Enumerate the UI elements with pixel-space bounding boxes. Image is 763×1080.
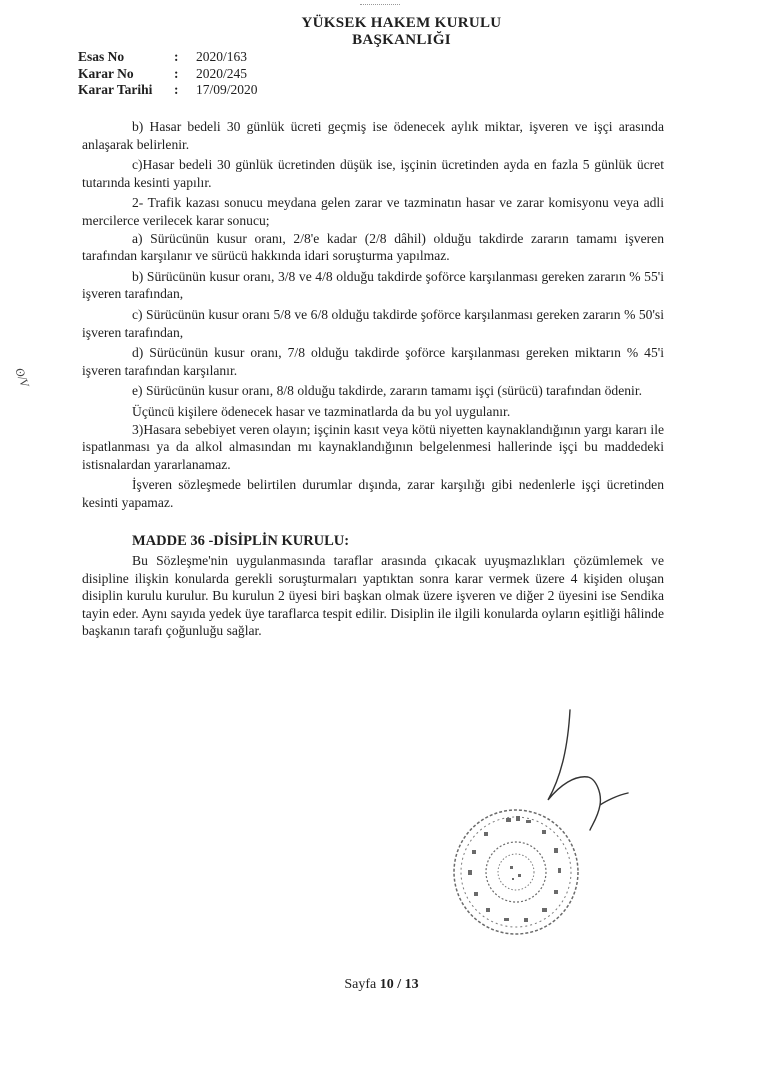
page-number	[0, 977, 763, 993]
page-current: 10	[379, 977, 394, 992]
paragraph: b) Sürücünün kusur oranı, 3/8 ve 4/8 olduğu takdirde şoförce karşılanması gereken zararın % 55'i işveren tarafından,	[82, 268, 664, 302]
meta-colon: :	[174, 65, 179, 81]
meta-value: 2020/163	[196, 49, 248, 64]
paragraph: a) Sürücünün kusur oranı, 2/8'e kadar (2/8 dâhil) olduğu takdirde zararın tamamı işveren tarafından karşılanır ve sürücü hakkında idari soruşturma yapılmaz.	[82, 230, 664, 264]
paragraph: İşveren sözleşmede belirtilen durumlar dışında, zarar karşılığı gibi nedenlerle işçi ücretinden kesinti yapamaz.	[82, 477, 664, 510]
page-label: Sayfa	[344, 977, 377, 992]
meta-label: Karar Tarihi	[78, 82, 153, 97]
meta-label: Esas No	[78, 49, 125, 64]
scan-mark	[360, 4, 400, 9]
article-heading: MADDE 36 -DİSİPLİN KURULU:	[132, 533, 350, 550]
paragraph: 3)Hasara sebebiyet veren olayın; işçinin kasıt veya kötü niyetten kaynaklandığının yargı kararı ile ispatlanması ya da alkol almasından mı kaynaklandığının belgelenmesi hallerinde işçi bu maddedeki istisnalardan yararlanamaz.	[82, 421, 665, 472]
paragraph: d) Sürücünün kusur oranı, 7/8 olduğu takdirde şoförce karşılanması gereken miktarın % 45'i işveren tarafından karşılanır.	[82, 345, 664, 378]
page-separator: /	[397, 977, 402, 992]
page-total: 13	[404, 977, 419, 992]
meta-label: Karar No	[78, 65, 134, 81]
case-meta	[78, 49, 258, 99]
meta-colon: :	[174, 82, 179, 97]
header-title: YÜKSEK HAKEM KURULU	[301, 15, 502, 31]
meta-value: 2020/245	[196, 65, 248, 81]
paragraph: 2- Trafik kazası sonucu meydana gelen zarar ve tazminatın hasar ve zarar komisyonu veya adli mercilerce verilecek karar sonucu;	[82, 195, 664, 228]
paragraph: b) Hasar bedeli 30 günlük ücreti geçmiş ise ödenecek aylık miktar, işveren ve işçi arasında anlaşarak belirlenir.	[82, 119, 664, 152]
margin-initials: ʘ/V	[12, 365, 33, 389]
meta-row-esas	[78, 49, 258, 66]
paragraph: Üçüncü kişilere ödenecek hasar ve tazminatlarda da bu yol uygulanır.	[132, 403, 511, 419]
article-body	[82, 118, 664, 640]
paragraph: c) Sürücünün kusur oranı 5/8 ve 6/8 olduğu takdirde şoförce karşılanması gereken zararın % 50'si işveren tarafından,	[82, 306, 664, 340]
header-subtitle: BAŞKANLIĞI	[352, 32, 451, 48]
meta-row-karar	[78, 66, 258, 83]
article-paragraph: Bu Sözleşme'nin uygulanmasında taraflar arasında çıkacak uyuşmazlıkları çözümlemek ve disipline ilişkin konularda gerekli soruşturmaları yaptıktan sonra karar vermek üzere 4 kişiden oluşan disiplin kurulu kurulur. Bu kurulun 2 üyesi biri başkan olmak üzere işveren ve diğer 2 üyesini ise Sendika tayin eder. Aynı sayıda yedek üye taraflarca tespit edilir. Disiplin ile ilgili konularda oyların eşitliği hâlinde başkanın tarafı çoğunluğu sağlar.	[82, 553, 664, 639]
meta-value: 17/09/2020	[196, 82, 258, 97]
meta-row-tarih	[78, 82, 258, 99]
paragraph: e) Sürücünün kusur oranı, 8/8 olduğu takdirde, zararın tamamı işçi (sürücü) tarafından ödenir.	[132, 383, 642, 399]
seal-icon	[446, 800, 586, 945]
meta-colon: :	[174, 49, 179, 64]
paragraph: c)Hasar bedeli 30 günlük ücretinden düşük ise, işçinin ücretinden ayda en fazla 5 günlük ücret tutarında kesinti yapılır.	[82, 157, 664, 190]
